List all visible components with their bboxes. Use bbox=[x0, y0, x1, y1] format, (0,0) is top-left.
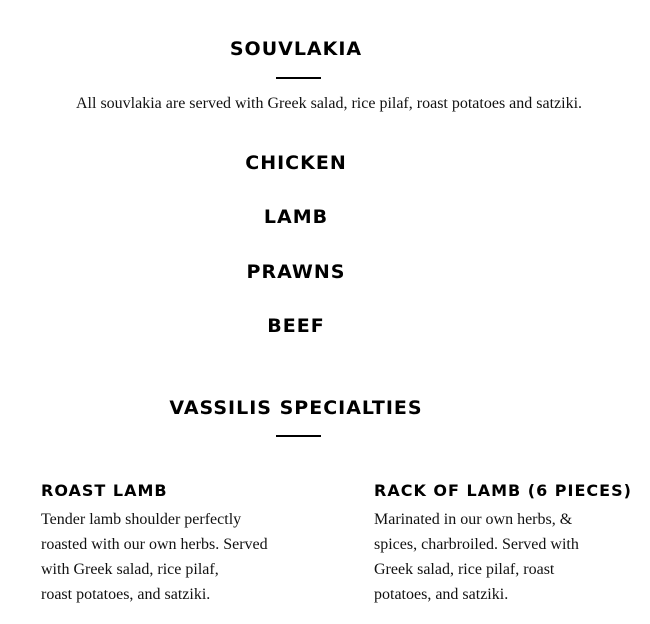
souvlakia-divider bbox=[276, 77, 321, 79]
dish-name-roast-lamb: ROAST LAMB bbox=[41, 481, 168, 500]
description-line: Tender lamb shoulder perfectly bbox=[41, 511, 242, 528]
menu-item-chicken: CHICKEN bbox=[245, 152, 347, 174]
dish-description-rack-of-lamb bbox=[374, 507, 579, 607]
menu-item-lamb: LAMB bbox=[263, 206, 329, 228]
menu-item-beef: BEEF bbox=[267, 315, 325, 337]
souvlakia-intro: All souvlakia are served with Greek salad, rice pilaf, roast potatoes and satziki. bbox=[76, 95, 583, 112]
description-line: spices, charbroiled. Served with bbox=[374, 536, 579, 553]
specialties-divider bbox=[276, 435, 321, 437]
description-line: potatoes, and satziki. bbox=[374, 586, 509, 603]
description-line: with Greek salad, rice pilaf, bbox=[41, 561, 219, 578]
description-line: roasted with our own herbs. Served bbox=[41, 536, 268, 553]
dish-name-rack-of-lamb: RACK OF LAMB (6 PIECES) bbox=[374, 481, 632, 500]
dish-description-roast-lamb bbox=[41, 507, 268, 607]
description-line: Marinated in our own herbs, & bbox=[374, 511, 573, 528]
specialties-heading: VASSILIS SPECIALTIES bbox=[169, 397, 423, 419]
description-line: Greek salad, rice pilaf, roast bbox=[374, 561, 555, 578]
souvlakia-heading: SOUVLAKIA bbox=[229, 38, 363, 60]
description-line: roast potatoes, and satziki. bbox=[41, 586, 211, 603]
menu-item-prawns: PRAWNS bbox=[246, 261, 346, 283]
